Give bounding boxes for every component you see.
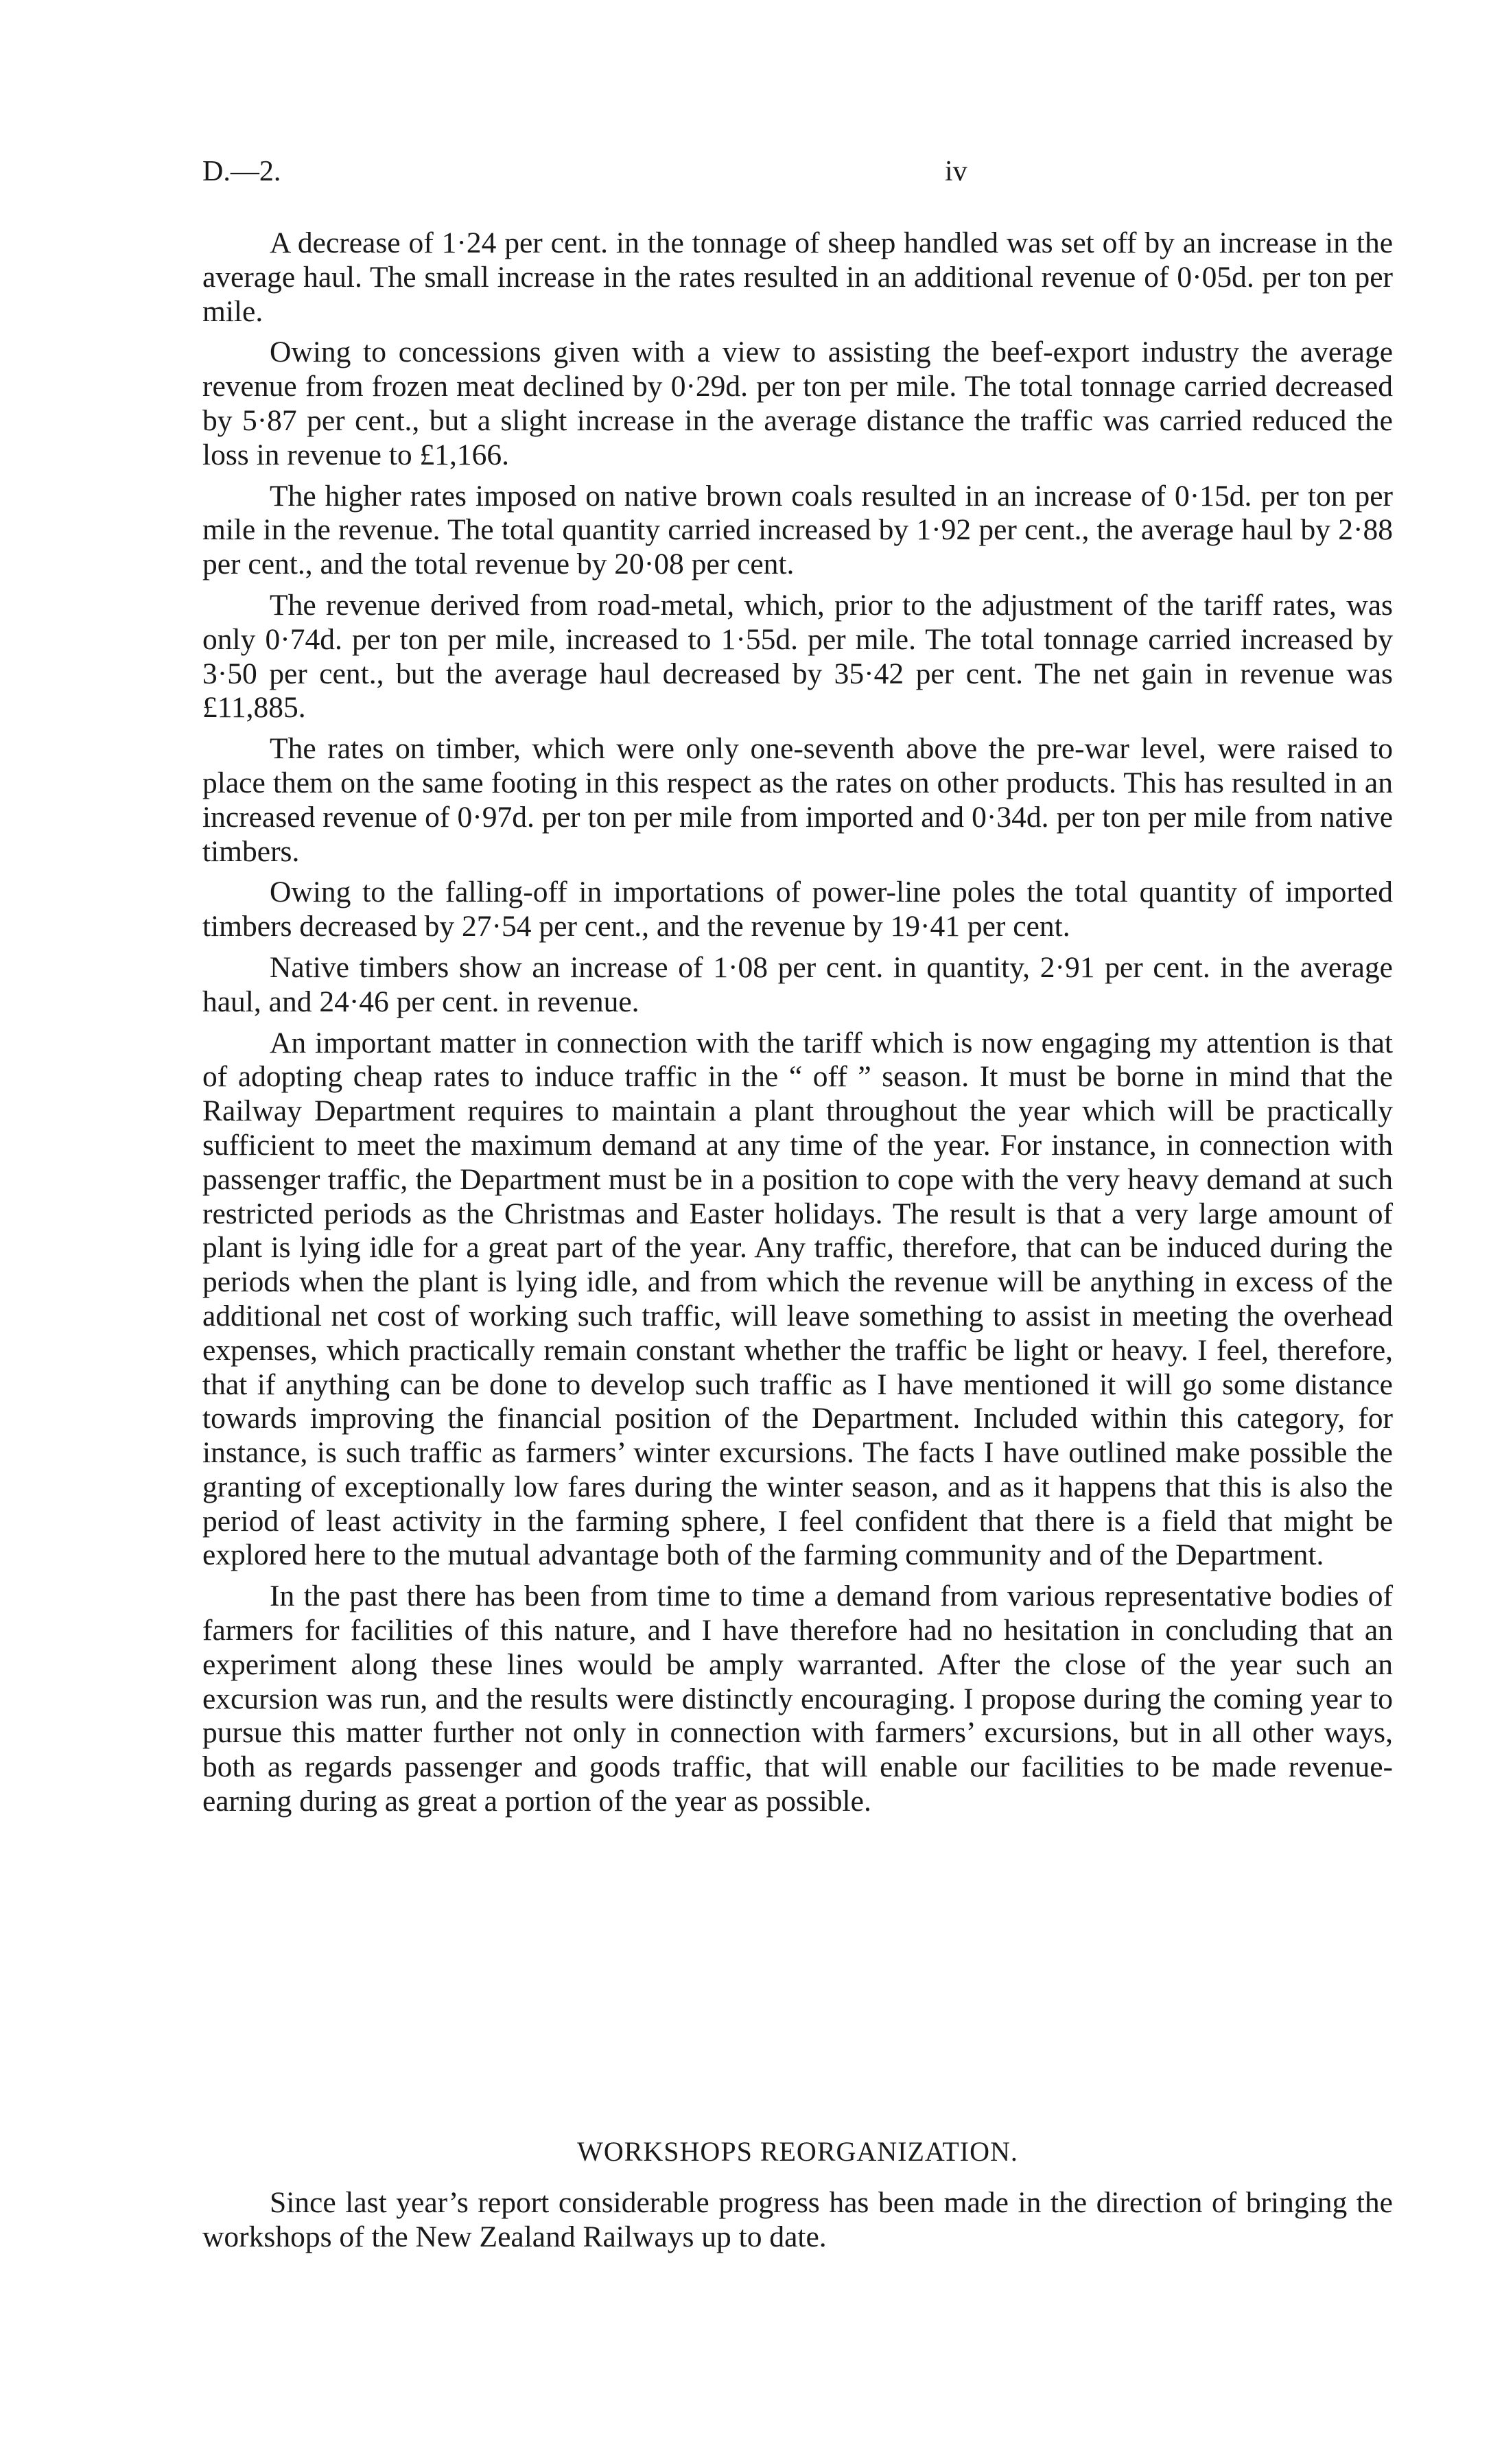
paragraph-frozen-meat: Owing to concessions given with a view to assisting the beef-export industry the average revenue from frozen meat declined by 0·29d. per ton per mile. The total tonnage carried decreased by 5·87 per cent., but a slight increase in the average distance the traffic was carried reduced the loss in revenue to £1,166. (202, 336, 1393, 471)
page-number: iv (945, 156, 967, 187)
paragraph-native-timbers: Native timbers show an increase of 1·08 per cent. in quantity, 2·91 per cent. in the average haul, and 24·46 per cent. in revenue. (202, 950, 1393, 1018)
section-heading: WORKSHOPS REORGANIZATION. (577, 2136, 1018, 2167)
paragraph-workshops: Since last year’s report considerable progress has been made in the direction of bringing the workshops of the New Zealand Railways up to date. (202, 2186, 1393, 2253)
document-reference: D.—2. (202, 156, 281, 187)
paragraph-road-metal: The revenue derived from road-metal, which, prior to the adjustment of the tariff rates, was only 0·74d. per ton per mile, increased to 1·55d. per mile. The total tonnage carried increased by 3·50 per cent., but the average haul decreased by 35·42 per cent. The net gain in revenue was £11,885. (202, 588, 1393, 725)
page-header (202, 155, 1393, 196)
paragraph-sheep: A decrease of 1·24 per cent. in the tonnage of sheep handled was set off by an increase in the average haul. The small increase in the rates resulted in an additional revenue of 0·05d. per ton per mile. (202, 226, 1393, 328)
paragraph-brown-coals: The higher rates imposed on native brown coals resulted in an increase of 0·15d. per ton per mile in the revenue. The total quantity carried increased by 1·92 per cent., the average haul by 2·88 per cent., and the total revenue by 20·08 per cent. (202, 479, 1393, 581)
paragraph-timber-rates: The rates on timber, which were only one-seventh above the pre-war level, were raised to place them on the same footing in this respect as the rates on other products. This has resulted in an increased revenue of 0·97d. per ton per mile from imported and 0·34d. per ton per mile from native timbers. (202, 732, 1393, 868)
paragraph-farmers-excursions: In the past there has been from time to time a demand from various representative bodies of farmers for facilities of this nature, and I have therefore had no hesitation in concluding that an experiment along these lines would be amply warranted. After the close of the year such an excursion was run, and the results were distinctly encouraging. I propose during the coming year to pursue this matter further not only in connection with farmers’ excursions, but in all other ways, both as regards passenger and goods traffic, that will enable our facilities to be made revenue-earning during as great a portion of the year as possible. (202, 1580, 1393, 1818)
report-body (202, 226, 1393, 1819)
section-body (202, 2186, 1393, 2255)
paragraph-imported-timbers: Owing to the falling-off in importations of power-line poles the total quantity of imported timbers decreased by 27·54 per cent., and the revenue by 19·41 per cent. (202, 876, 1393, 943)
paragraph-off-season-rates: An important matter in connection with the tariff which is now engaging my attention is that of adopting cheap rates to induce traffic in the “ off ” season. It must be borne in mind that the Railway Department requires to maintain a plant throughout the year which will be practically sufficient to meet the maximum demand at any time of the year. For instance, in connection with passenger traffic, the Department must be in a position to cope with the very heavy demand at such restricted periods as the Christmas and Easter holidays. The result is that a very large amount of plant is lying idle for a great part of the year. Any traffic, therefore, that can be induced during the periods when the plant is lying idle, and from which the revenue will be anything in excess of the additional net cost of working such traffic, will leave something to assist in meeting the overhead expenses, which practically remain constant whether the traffic be light or heavy. I feel, therefore, that if anything can be done to develop such traffic as I have mentioned it will go some distance towards improving the financial position of the Department. Included within this category, for instance, is such traffic as farmers’ winter excursions. The facts I have outlined make possible the granting of exceptionally low fares during the winter season, and as it happens that this is also the period of least activity in the farming sphere, I feel confident that there is a field that might be explored here to the mutual advantage both of the farming community and of the Department. (202, 1026, 1393, 1572)
